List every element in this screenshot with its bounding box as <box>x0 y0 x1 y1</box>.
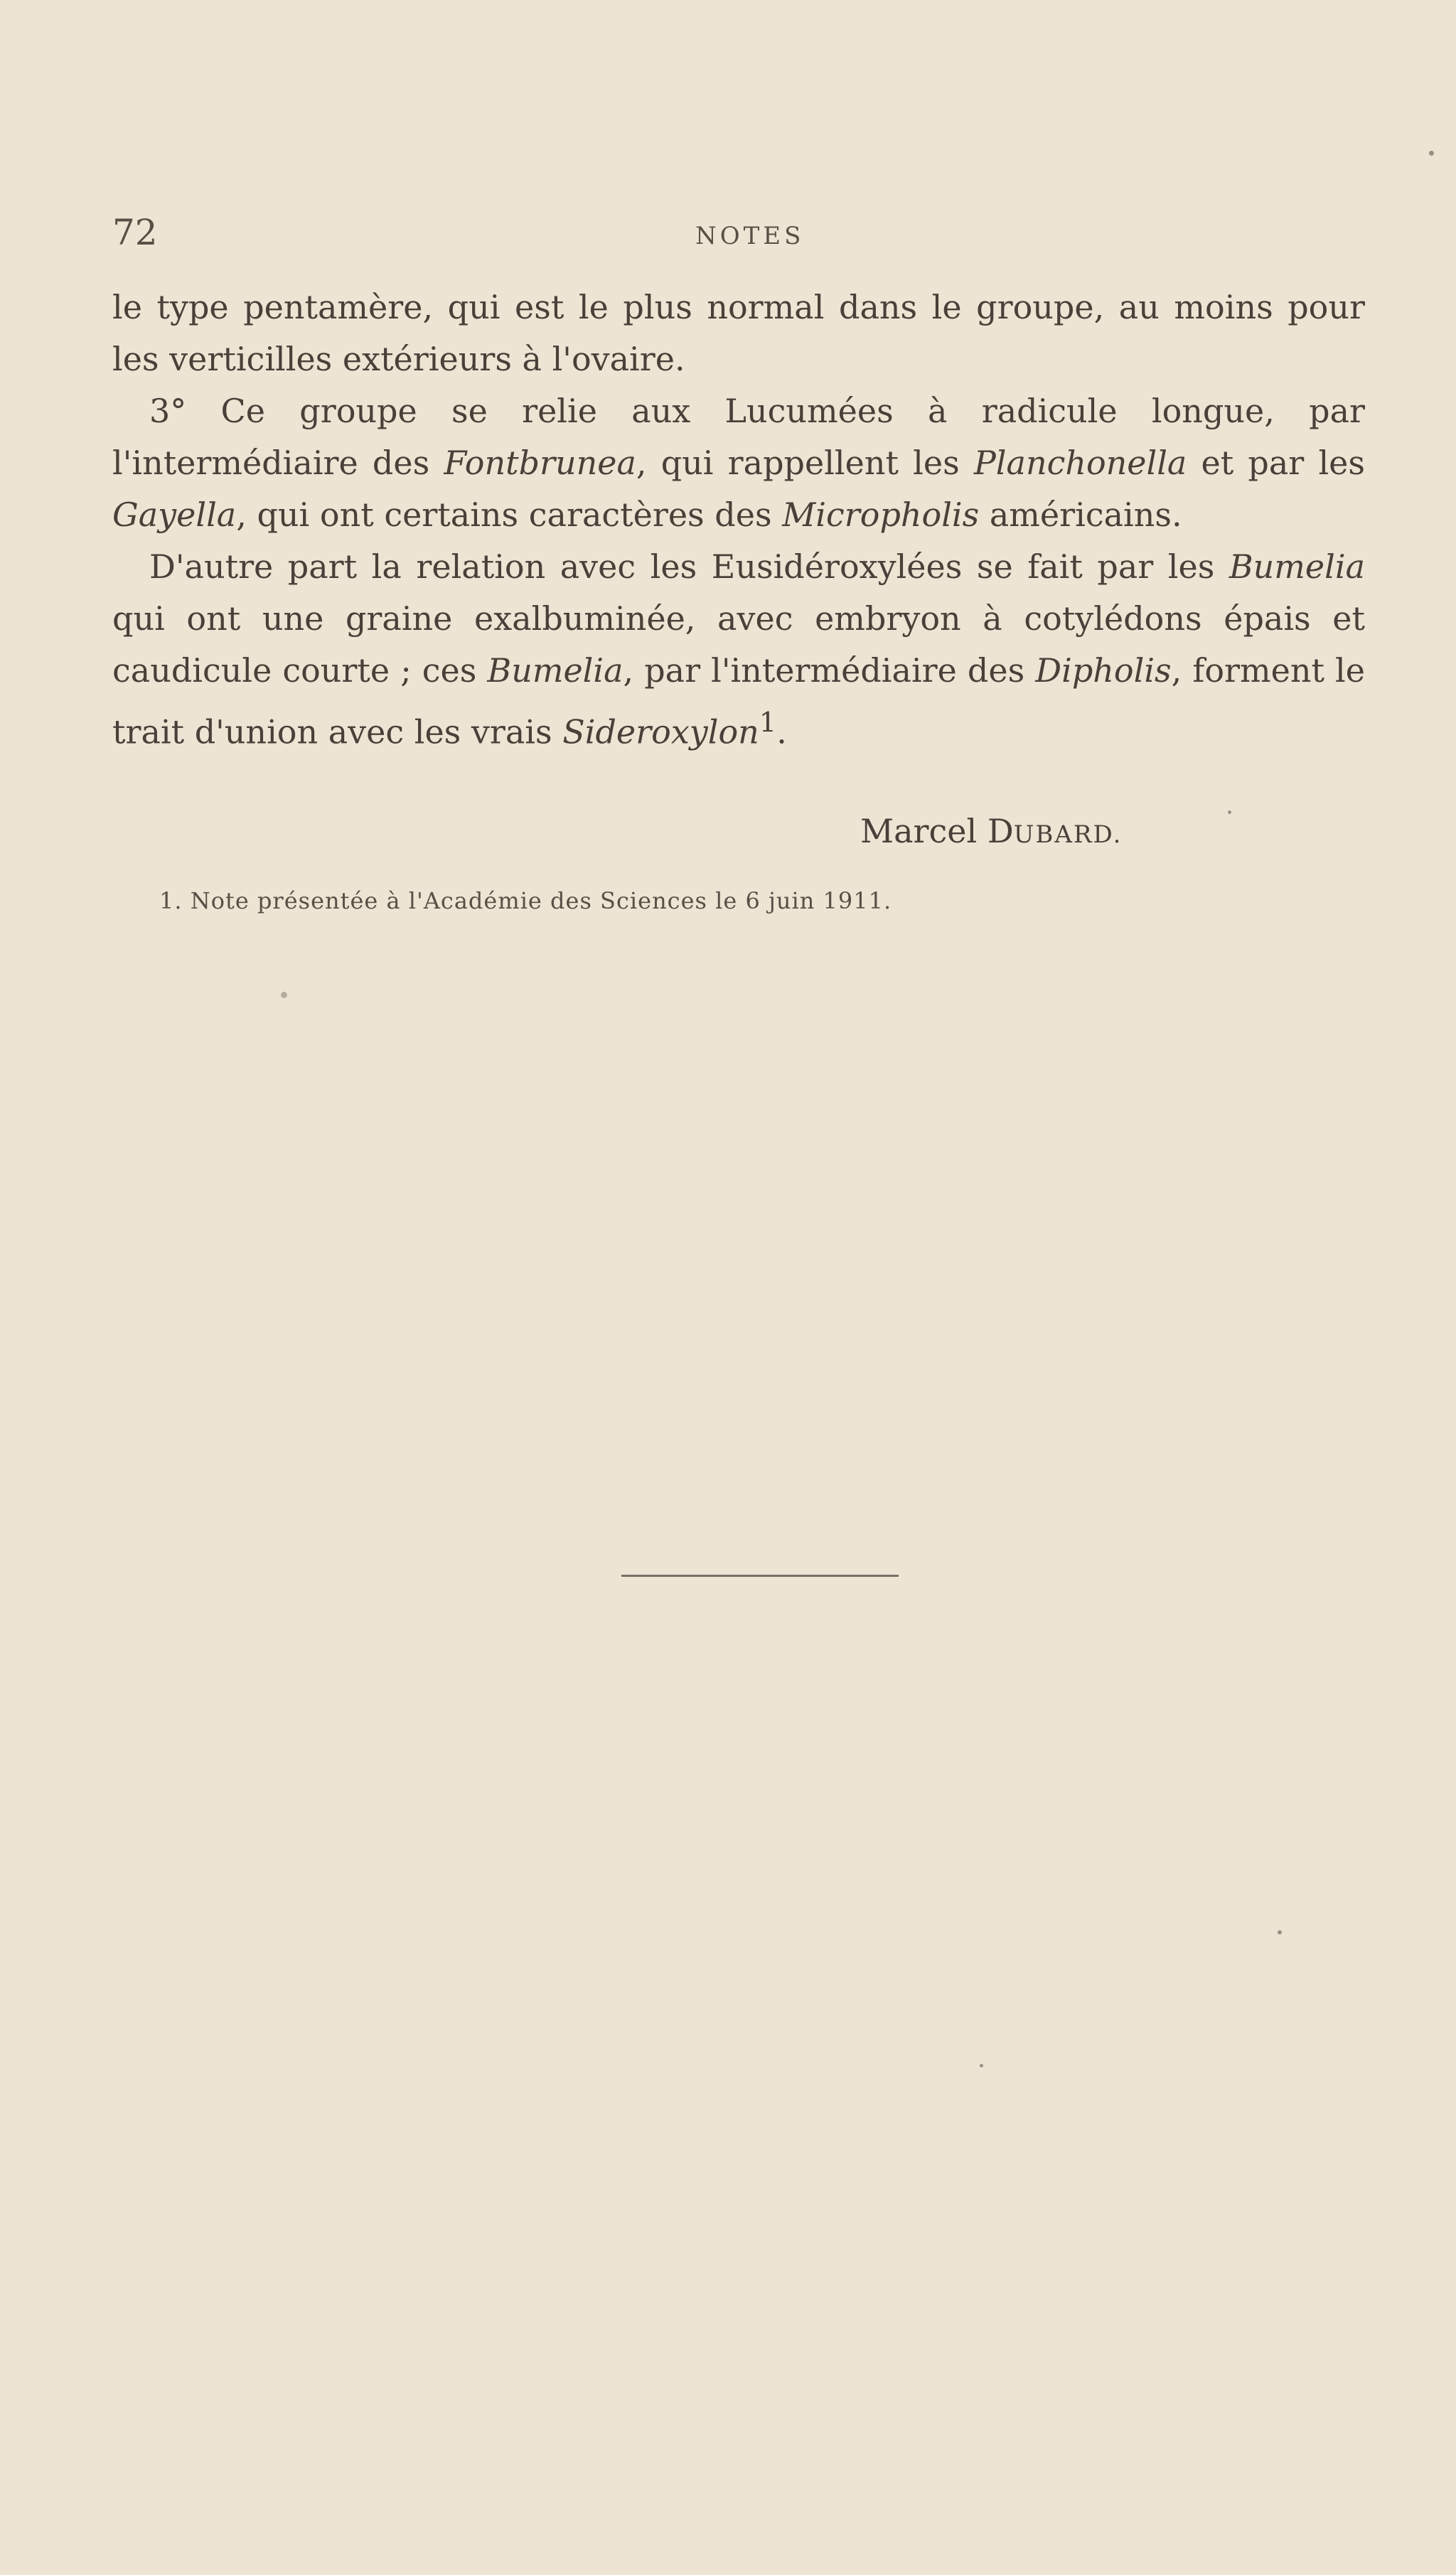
paragraph-1 <box>112 282 1365 385</box>
paragraph-2-text: , qui rappellent les <box>636 444 974 482</box>
paper-speck <box>281 992 287 998</box>
paragraph-3-text: D'autre part la relation avec les Eusidéroxylées se fait par les <box>149 547 1229 586</box>
paper-speck <box>1429 151 1434 156</box>
paragraph-2-text: et par les <box>1187 444 1365 482</box>
footnote-marker: 1 <box>759 707 777 739</box>
taxon-name: Bumelia <box>1228 547 1365 586</box>
paper-speck <box>1228 810 1231 814</box>
body-text <box>112 282 1365 758</box>
paragraph-3 <box>112 541 1365 758</box>
taxon-name: Sideroxylon <box>562 712 759 751</box>
paragraph-3-text: , par l'intermédiaire des <box>623 651 1036 690</box>
author-last-name-rest: UBARD. <box>1013 820 1123 849</box>
author-first-name: Marcel <box>860 812 987 850</box>
page-header <box>112 212 1365 255</box>
paragraph-1-text: le type pentamère, qui est le plus normal dans le groupe, au moins pour les verticilles extérieurs à l'ovaire. <box>112 288 1365 378</box>
paragraph-3-text: . <box>776 712 787 751</box>
taxon-name: Bumelia <box>487 651 623 690</box>
taxon-name: Gayella <box>112 496 237 534</box>
page-number: 72 <box>112 212 158 253</box>
running-head: NOTES <box>695 222 805 250</box>
paragraph-3-text: qui ont une graine exalbuminée, avec embryon à cotylédons épais et caudicule courte ; ces <box>112 599 1365 690</box>
paragraph-2-text: , qui ont certains caractères des <box>236 496 783 534</box>
author-signature <box>860 812 1122 850</box>
footnote: 1. Note présentée à l'Académie des Sciences le 6 juin 1911. <box>159 887 892 914</box>
paragraph-2-text: 3° Ce groupe se relie aux Lucumées à radicule longue, par l'intermédiaire des <box>112 392 1365 482</box>
paragraph-2-text: américains. <box>979 496 1182 534</box>
taxon-name: Dipholis <box>1035 651 1172 690</box>
paper-speck <box>1278 1930 1282 1934</box>
taxon-name: Planchonella <box>973 444 1187 482</box>
taxon-name: Fontbrunea <box>444 444 636 482</box>
paragraph-3-text: , forment le trait d'union avec les vrais <box>112 651 1365 751</box>
author-last-name-initial: D <box>987 812 1014 850</box>
end-rule <box>621 1575 899 1577</box>
paper-speck <box>980 2064 983 2067</box>
taxon-name: Micropholis <box>782 496 980 534</box>
paragraph-2 <box>112 385 1365 541</box>
